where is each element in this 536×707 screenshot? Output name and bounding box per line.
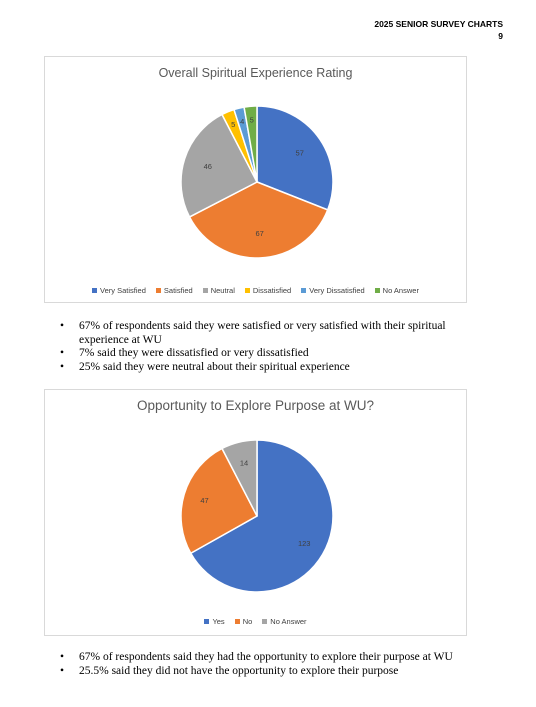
legend-item-yes [204,617,224,626]
spiritual-experience-chart [44,56,467,303]
bullet-item: • 7% said they were dissatisfied or very dissatisfied [60,347,480,361]
legend-swatch [262,619,267,624]
legend-label: No Answer [270,617,307,626]
explore-purpose-chart [44,389,467,636]
legend-label: Very Satisfied [100,286,146,295]
legend-label: Dissatisfied [252,286,292,295]
legend-swatch [203,288,208,293]
data-label-no-answer: 14 [239,458,249,468]
chart-title: Opportunity to Explore Purpose at WU? [136,398,375,413]
legend-label: Satisfied [163,286,193,295]
data-label-very-dissatisfied: 4 [240,116,245,126]
legend-item-no-answer [262,617,306,626]
legend-swatch [92,288,97,293]
bullet-item: • 67% of respondents said they had the opportunity to explore their purpose at WU [60,651,480,665]
bullet-item: • 25.5% said they did not have the opportunity to explore their purpose [60,665,480,679]
legend-item-dissatisfied [245,286,291,295]
data-label-neutral: 46 [203,161,212,171]
chart-legend [45,617,466,626]
legend-swatch [235,619,240,624]
spiritual-findings-list [60,320,480,374]
data-label-very-satisfied: 57 [295,148,304,158]
legend-item-very-dissatisfied [301,286,364,295]
bullet-item: • 67% of respondents said they were satisfied or very satisfied with their spiritual experience at WU [60,320,480,347]
data-label-dissatisfied: 5 [231,119,236,129]
legend-item-satisfied [156,286,193,295]
data-label-yes: 123 [297,539,311,549]
pie-chart [45,57,468,304]
legend-swatch [156,288,161,293]
legend-swatch [375,288,380,293]
chart-title: Overall Spiritual Experience Rating [158,66,353,80]
legend-label: No [242,617,253,626]
data-label-no-answer: 5 [249,115,254,125]
legend-item-neutral [203,286,235,295]
legend-swatch [204,619,209,624]
pie-chart [45,390,468,637]
legend-item-very-satisfied [92,286,146,295]
bullet-item: • 25% said they were neutral about their spiritual experience [60,361,480,375]
legend-item-no [235,617,253,626]
legend-label: Very Dissatisfied [309,286,365,295]
page-number: 9 [498,31,503,41]
purpose-findings-list [60,651,480,678]
chart-legend [45,286,466,295]
legend-label: No Answer [382,286,419,295]
legend-label: Yes [212,617,225,626]
page-header [374,18,503,42]
document-title: 2025 SENIOR SURVEY CHARTS [374,19,503,29]
legend-swatch [245,288,250,293]
data-label-no: 47 [200,495,209,505]
legend-swatch [301,288,306,293]
legend-item-no-answer [375,286,419,295]
legend-label: Neutral [210,286,235,295]
data-label-satisfied: 67 [255,229,264,239]
